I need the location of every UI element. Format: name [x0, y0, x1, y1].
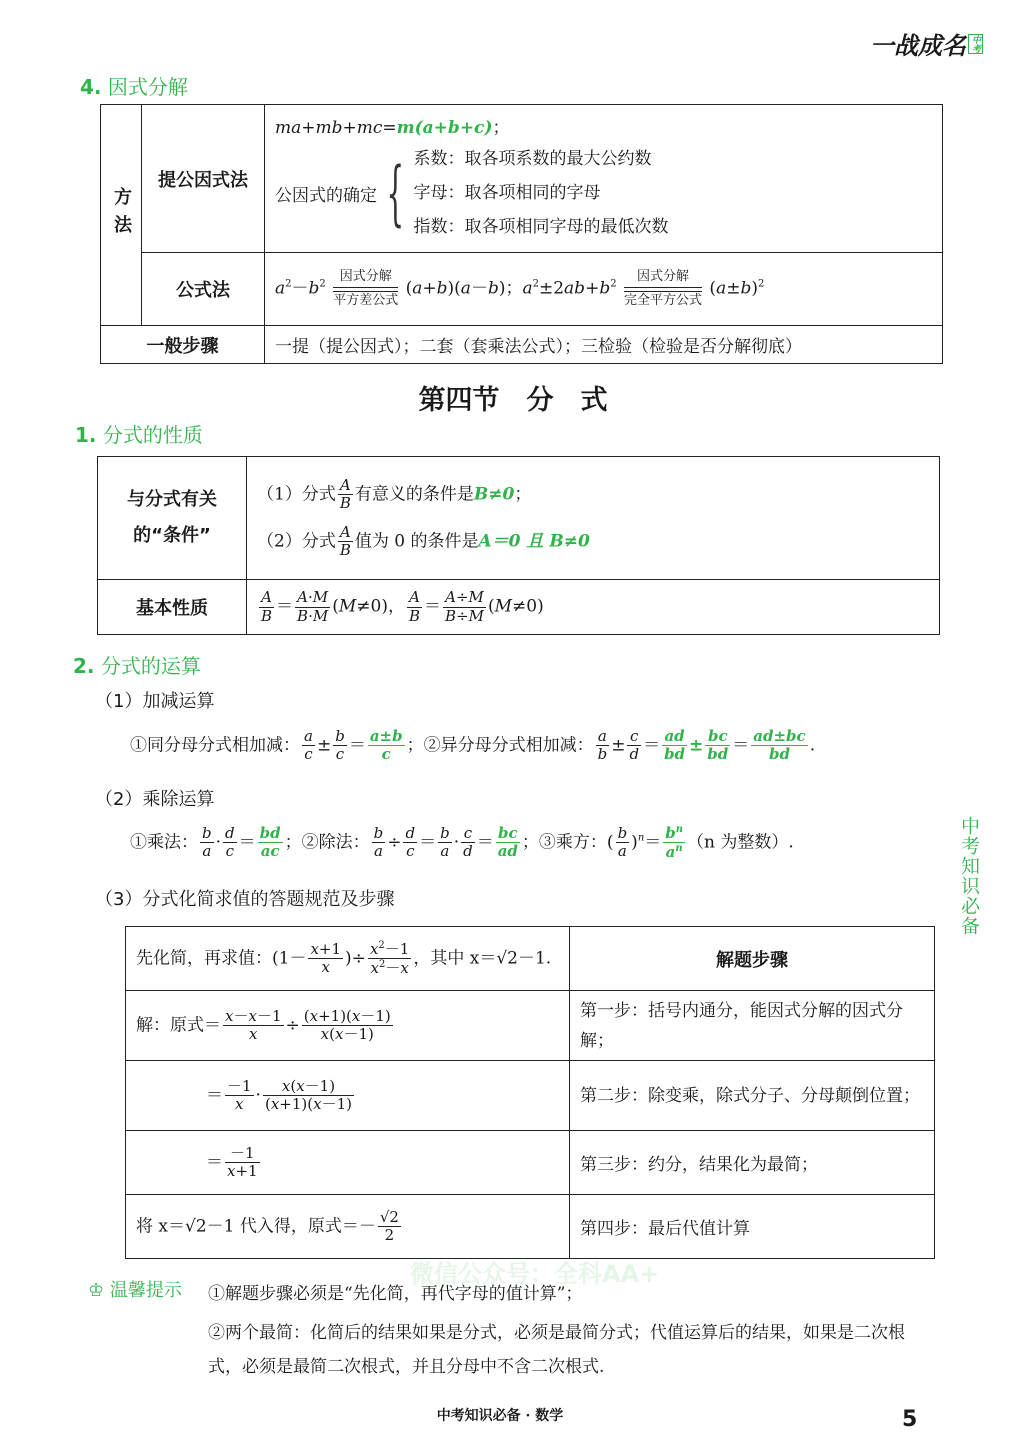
rule-exponent: 指数：取各项相同字母的最低次数 — [413, 217, 669, 237]
formula-method-label: 公式法 — [142, 253, 265, 326]
section-properties-heading: 1. 分式的性质 — [75, 423, 203, 447]
header-logo: 一战成名 中考 — [870, 26, 983, 61]
formula-method-content: $a^2-b^2$ 因式分解 平方差公式 (a+b)(a－b)；$a^2\pm 2ab+b^2$ 因式分解 完全平方公式 $(a\pm b)^2$ — [265, 253, 943, 326]
side-tab: 中考知识必备 — [958, 816, 980, 936]
general-steps-content: 一提（提公因式）；二套（套乘法公式）；三检验（检验是否分解彻底） — [265, 326, 943, 364]
sub-add-subtract: （1）加减运算 — [95, 691, 215, 712]
solution-step-1: 解：原式＝ $\frac{x-x-1}{x}$ ÷ $\frac{(x+1)(x-1)}{x(x-1)}$ — [126, 991, 570, 1061]
factor-arrow-2: 因式分解 完全平方公式 — [624, 269, 703, 308]
add-subtract-formula: ①同分母分式相加减： $\frac{a}{c}$ ± $\frac{b}{c}$ ＝ $\frac{a\pm b}{c}$ ；②异分母分式相加减： $\frac{a}{b}$ ± $\frac{c}{d}$ ＝ $\frac{ad}{bd}$ ± $\frac{bc}{bd}$ ＝ $\frac{ad\pm bc}{bd}$ . — [130, 727, 816, 764]
method-label: 方法 — [101, 105, 142, 326]
header-logo-tag: 中考 — [968, 34, 983, 54]
common-factor-sub-label: 公因式的确定 — [275, 185, 377, 206]
tips-label: ♔ 温馨提示 — [88, 1280, 182, 1301]
properties-table — [97, 456, 940, 635]
common-factor-content: ma+mb+mc=m(a+b+c)； 公因式的确定 { 系数：取各项系数的最大公约数 字母：取各项相同的字母 指数：取各项相同字母的最低次数 — [265, 105, 943, 253]
steps-header: 解题步骤 — [570, 927, 935, 991]
section-title: 第四节 分 式 — [418, 385, 608, 416]
factor-table — [100, 104, 943, 364]
page-number: 5 — [902, 1407, 918, 1432]
multiply-divide-formula: ①乘法： $\frac{b}{a}$ · $\frac{d}{c}$ ＝ $\frac{bd}{ac}$ ；②除法： $\frac{b}{a}$ ÷ $\frac{d}{c}$ ＝ $\frac{b}{a}$ · $\frac{c}{d}$ ＝ $\frac{bc}{ad}$ ；③乘方：( $\frac{b}{a}$ )$^n$＝ $\frac{b^n}{a^n}$ （n 为整数）. — [130, 824, 794, 862]
steps-table — [125, 926, 935, 1259]
step-desc-4: 第四步：最后代值计算 — [570, 1195, 935, 1259]
sub-simplify-steps: （3）分式化简求值的答题规范及步骤 — [95, 889, 395, 910]
tip-1: ①解题步骤必须是“先化简，再代字母的值计算”； — [208, 1284, 583, 1304]
lightbulb-icon: ♔ — [88, 1280, 105, 1301]
section-factor-heading: 4. 因式分解 — [80, 75, 188, 99]
solution-step-4: 将 x＝√2－1 代入得，原式＝－ $\frac{√2}{2}$ — [126, 1195, 570, 1259]
watermark: 微信公众号：全科AA+ — [410, 1260, 660, 1288]
general-steps-label: 一般步骤 — [101, 326, 265, 364]
footer-title: 中考知识必备 · 数学 — [436, 1408, 564, 1424]
rule-coefficient: 系数：取各项系数的最大公约数 — [413, 149, 652, 169]
sub-multiply-divide: （2）乘除运算 — [95, 789, 215, 810]
conditions-label: 与分式有关的“条件” — [98, 457, 247, 580]
section-operations-heading: 2. 分式的运算 — [73, 654, 201, 678]
step-desc-1: 第一步：括号内通分，能因式分解的因式分解； — [570, 991, 935, 1061]
brace-icon: { — [386, 152, 405, 234]
step-desc-2: 第二步：除变乘，除式分子、分母颠倒位置； — [570, 1061, 935, 1131]
solution-step-3: ＝ $\frac{-1}{x+1}$ — [126, 1131, 570, 1195]
tip-2: ②两个最简：化简后的结果如果是分式，必须是最简分式；代值运算后的结果，如果是二次根式，必须是最简二次根式，并且分母中不含二次根式. — [208, 1323, 905, 1377]
basic-property-content: $\frac{A}{B}$ ＝ $\frac{A\cdot M}{B\cdot M}$ (M≠0)， $\frac{A}{B}$ ＝ $\frac{A\div M}{B\div M}$ (M≠0) — [247, 580, 940, 635]
solution-step-2: ＝ $\frac{-1}{x}$ · $\frac{x(x-1)}{(x+1)(x-1)}$ — [126, 1061, 570, 1131]
problem-cell: 先化简，再求值：(1－ $\frac{x+1}{x}$ )÷ $\frac{x^2-1}{x^2-x}$ ，其中 x＝√2－1. — [126, 927, 570, 991]
factor-arrow-1: 因式分解 平方差公式 — [333, 269, 399, 308]
basic-property-label: 基本性质 — [98, 580, 247, 635]
step-desc-3: 第三步：约分，结果化为最简； — [570, 1131, 935, 1195]
conditions-content: （1）分式 $\frac{A}{B}$ 有意义的条件是B≠0； （2）分式 $\frac{A}{B}$ 值为 0 的条件是A＝0 且 B≠0 — [247, 457, 940, 580]
common-factor-label: 提公因式法 — [142, 105, 265, 253]
rule-letter: 字母：取各项相同的字母 — [413, 183, 601, 203]
